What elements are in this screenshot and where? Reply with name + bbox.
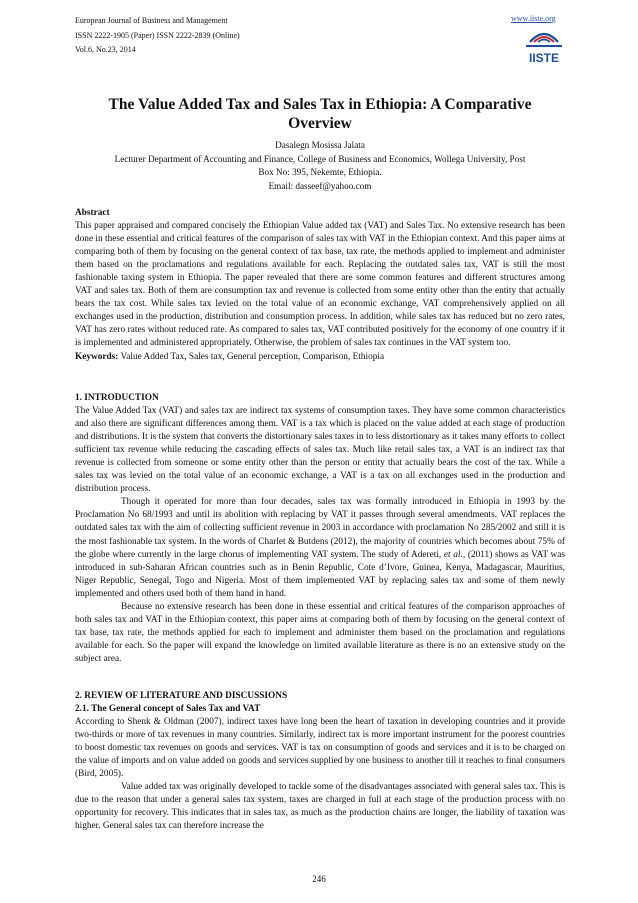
journal-issn: ISSN 2222-1905 (Paper) ISSN 2222-2839 (Online) [75,30,240,40]
author-affiliation-2: Box No: 395, Nekemte, Ethiopia. [258,167,382,178]
abstract-heading: Abstract [75,208,110,218]
section-2-1-heading: 2.1. The General concept of Sales Tax and VAT [75,704,261,715]
section-2-paragraph-2: Value added tax was originally developed to tackle some of the disadvantages associated with general sales tax. This is due to the reason that under a general sales tax system, taxes are charged in full at each stage of the production process with no opportunity for recovery. This indicates that in sales tax, as much as the production chains are longer, the liability of taxation was higher. General sales tax can therefore increase the [75,782,565,832]
author-name: Dasalegn Mosissa Jalata [275,140,365,150]
section-1-paragraph-2-part-1: Though it operated for more than four decades, sales tax was formally introduced in Ethiopia in 1993 by the Proclamation No 68/1993 and until its abolition with replacing by VAT it passes through several amendments. VAT replaces the outdated sales tax with the aim of collecting sufficient revenue in 2003 in accordance with proclamation No 285/2002 and still it is the most fashionable tax system. In the words of Charlet & Butdens (2012), the majority of countries which becomes about 75% of the globe where currently in the large chorus of implementing VAT system. The study of Adereti, [75,497,565,560]
section-1-paragraph-2-etal: et al. [443,549,463,560]
section-1-paragraph-2 [75,496,565,600]
iiste-logo [522,28,566,68]
paper-title [75,95,565,133]
journal-name: European Journal of Business and Management [75,16,228,25]
journal-volume: Vol.6, No.23, 2014 [75,45,136,54]
section-2-paragraph-1: According to Shenk & Oldman (2007), indirect taxes have long been the heart of taxation in developing countries and it provide two-thirds or more of tax revenues in many countries. Similarly, indirect tax is more important instrument for the poorest countries to boost domestic tax revenues on goods and services. VAT is tax on consumption of goods and services and it is to be charged on the value of imports and on value added on goods and services supplied by one business to another till it reaches to final consumers (Bird, 2005). [75,717,565,780]
introduction-section [75,392,565,666]
logo-text: IISTE [528,51,560,65]
author-affiliation-1: Lecturer Department of Accounting and Finance, College of Business and Economics, Wollega University, Post [114,153,526,164]
section-2-heading: 2. REVIEW OF LITERATURE AND DISCUSSIONS [75,691,288,701]
abstract-section [75,207,565,364]
author-email: Email: dasseef@yahoo.com [268,180,372,191]
page-number: 246 [312,874,326,884]
keywords-text: Value Added Tax, Sales tax, General perception, Comparison, Ethiopia [118,351,385,362]
journal-url-link[interactable]: www.iiste.org [511,14,556,23]
abstract-text: This paper appraised and compared concisely the Ethiopian Value added tax (VAT) and Sales Tax. No extensive research has been done in these essential and critical features of the comparison of sales tax with VAT in the Ethiopian context. And this paper aims at comparing both of them by focusing on the general context of tax base, tax rate, the methods applied to implement and administer them based on the proclamations and regulations available for each. Replacing the outdated sales tax, VAT is still the most fashionable taxing system in Ethiopia. The paper revealed that there are some common features and different structures among VAT and sales tax. Both of them are consumption tax and revenue is collected from some entity other than the entity that actually bears the tax cost. While sales tax levied on the total value of an economic exchange, VAT comprehensively applied on all exchanges used in the production, distribution and consumption process. In addition, while sales tax has reduced but no zero rates, VAT has zero rates without reduced rate. As compared to sales tax, VAT contributed positively for the economy of one country if it is implemented and administered appropriately. Otherwise, the problem of sales tax continues in the VAT system too. [75,221,565,349]
section-1-heading: 1. INTRODUCTION [75,393,159,403]
keywords-label: Keywords: [75,351,119,362]
author-block [62,139,578,193]
section-1-paragraph-3: Because no extensive research has been done in these essential and critical features of the comparison approaches of both sales tax and VAT in the Ethiopian context, this paper aims at comparing both of them by focusing on the general context of tax base, tax rate, the methods applied for each to implement and administer them based on the proclamation and regulations available for each. So the paper will expand the knowledge on limited available literature as there is no an extensive study on the subject area. [75,601,565,664]
paper-title-line-2: Overview [288,115,352,132]
section-1-paragraph-2-part-2: , (2011) shows as VAT was introduced in sub-Saharan African countries such as in Benin Republic, Cote d’Ivore, Guinea, Kenya, Madagascar, Mauritius, Niger Republic, Senegal, Togo and Nigeria. Most of them implemented VAT by replacing sales tax and some of them newly implemented and others used both of them hand in hand. [75,549,565,599]
literature-review-section [75,690,565,834]
paper-title-line-1: The Value Added Tax and Sales Tax in Ethiopia: A Comparative [108,96,532,113]
section-1-paragraph-1: The Value Added Tax (VAT) and sales tax are indirect tax systems of consumption taxes. They have some common characteristics and also there are significant differences among them. VAT is a tax which is placed on the value added at each stage of production and distributions. It is the system that converts the distortionary sales taxes in to less distortionary as it takes many efforts to collect sufficient tax revenue while reducing the cascading effects of sales tax. Much like retail sales tax, a VAT is an indirect tax that revenue is collected from someone or some entity other than the person or entity that actually bears the cost of the tax. While a sales tax was levied on the total value of an economic exchange, a VAT is a tax on all exchanges used in the production and distribution process. [75,406,565,495]
keywords-line [75,351,565,364]
journal-header [75,14,240,58]
